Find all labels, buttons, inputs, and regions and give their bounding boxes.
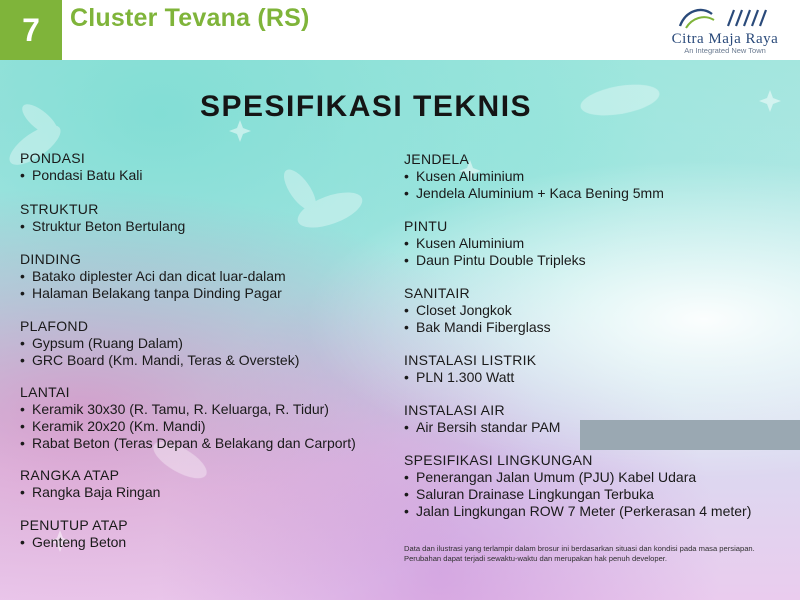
gray-overlay-bar: [580, 420, 800, 450]
spec-section: [404, 352, 784, 386]
spec-section: [20, 384, 390, 452]
section-title: PLAFOND: [20, 318, 89, 334]
citra-maja-raya-logo: [652, 4, 798, 56]
spec-item: • Keramik 30x30 (R. Tamu, R. Keluarga, R. Tidur): [20, 401, 390, 418]
section-title: SPESIFIKASI LINGKUNGAN: [404, 452, 593, 468]
spec-section: [404, 452, 784, 520]
section-title: PONDASI: [20, 150, 86, 166]
spec-item: • GRC Board (Km. Mandi, Teras & Overstek): [20, 352, 390, 369]
logo-tagline: An Integrated New Town: [684, 46, 766, 55]
section-title: DINDING: [20, 251, 82, 267]
spec-item: • Kusen Aluminium: [404, 235, 784, 252]
spec-item: • Struktur Beton Bertulang: [20, 218, 390, 235]
spec-item: • Daun Pintu Double Tripleks: [404, 252, 784, 269]
section-title: SANITAIR: [404, 285, 470, 301]
disclaimer-line: Data dan ilustrasi yang terlampir dalam brosur ini berdasarkan situasi dan kondisi pada masa persiapan.: [404, 544, 755, 553]
slide-number: 7: [0, 0, 62, 60]
section-title: JENDELA: [404, 151, 470, 167]
disclaimer-line: Perubahan dapat terjadi sewaktu-waktu dan merupakan hak penuh developer.: [404, 554, 668, 563]
spec-item: • Kusen Aluminium: [404, 168, 784, 185]
logo-name: Citra Maja Raya: [671, 31, 779, 47]
spec-section: [20, 150, 390, 184]
spec-section: [404, 285, 784, 336]
section-title: INSTALASI LISTRIK: [404, 352, 537, 368]
spec-item: • Genteng Beton: [20, 534, 390, 551]
section-title: LANTAI: [20, 384, 70, 400]
disclaimer-text: [404, 544, 784, 564]
spec-column-right: [404, 151, 784, 520]
spec-item: • Gypsum (Ruang Dalam): [20, 335, 390, 352]
spec-item: • Bak Mandi Fiberglass: [404, 319, 784, 336]
section-title: INSTALASI AIR: [404, 402, 505, 418]
spec-item: • PLN 1.300 Watt: [404, 369, 784, 386]
spec-item: • Pondasi Batu Kali: [20, 167, 390, 184]
spec-item: • Rangka Baja Ringan: [20, 484, 390, 501]
slide-header: [0, 0, 800, 60]
spec-section: [404, 218, 784, 269]
spec-section: [20, 201, 390, 235]
spec-section: [404, 151, 784, 202]
spec-item: • Keramik 20x20 (Km. Mandi): [20, 418, 390, 435]
spec-item: • Rabat Beton (Teras Depan & Belakang dan Carport): [20, 435, 390, 452]
spec-item: • Batako diplester Aci dan dicat luar-dalam: [20, 268, 390, 285]
spec-item: • Air Bersih standar PAM: [404, 419, 784, 436]
spec-item: • Penerangan Jalan Umum (PJU) Kabel Udara: [404, 469, 784, 486]
logo-mark-icon: [676, 4, 776, 32]
section-title: STRUKTUR: [20, 201, 99, 217]
spec-item: • Jendela Aluminium + Kaca Bening 5mm: [404, 185, 784, 202]
spec-item: • Halaman Belakang tanpa Dinding Pagar: [20, 285, 390, 302]
section-title: RANGKA ATAP: [20, 467, 120, 483]
spec-item: • Closet Jongkok: [404, 302, 784, 319]
spec-item: • Jalan Lingkungan ROW 7 Meter (Perkerasan 4 meter): [404, 503, 784, 520]
spec-section: [20, 318, 390, 369]
spec-panel: [0, 60, 800, 600]
spec-column-left: [20, 150, 390, 551]
page-heading: SPESIFIKASI TEKNIS: [200, 90, 533, 123]
spec-section: [20, 467, 390, 501]
slide-title: Cluster Tevana (RS): [70, 4, 310, 32]
spec-item: • Saluran Drainase Lingkungan Terbuka: [404, 486, 784, 503]
section-title: PENUTUP ATAP: [20, 517, 128, 533]
spec-section: [20, 517, 390, 551]
spec-section: [20, 251, 390, 302]
section-title: PINTU: [404, 218, 448, 234]
